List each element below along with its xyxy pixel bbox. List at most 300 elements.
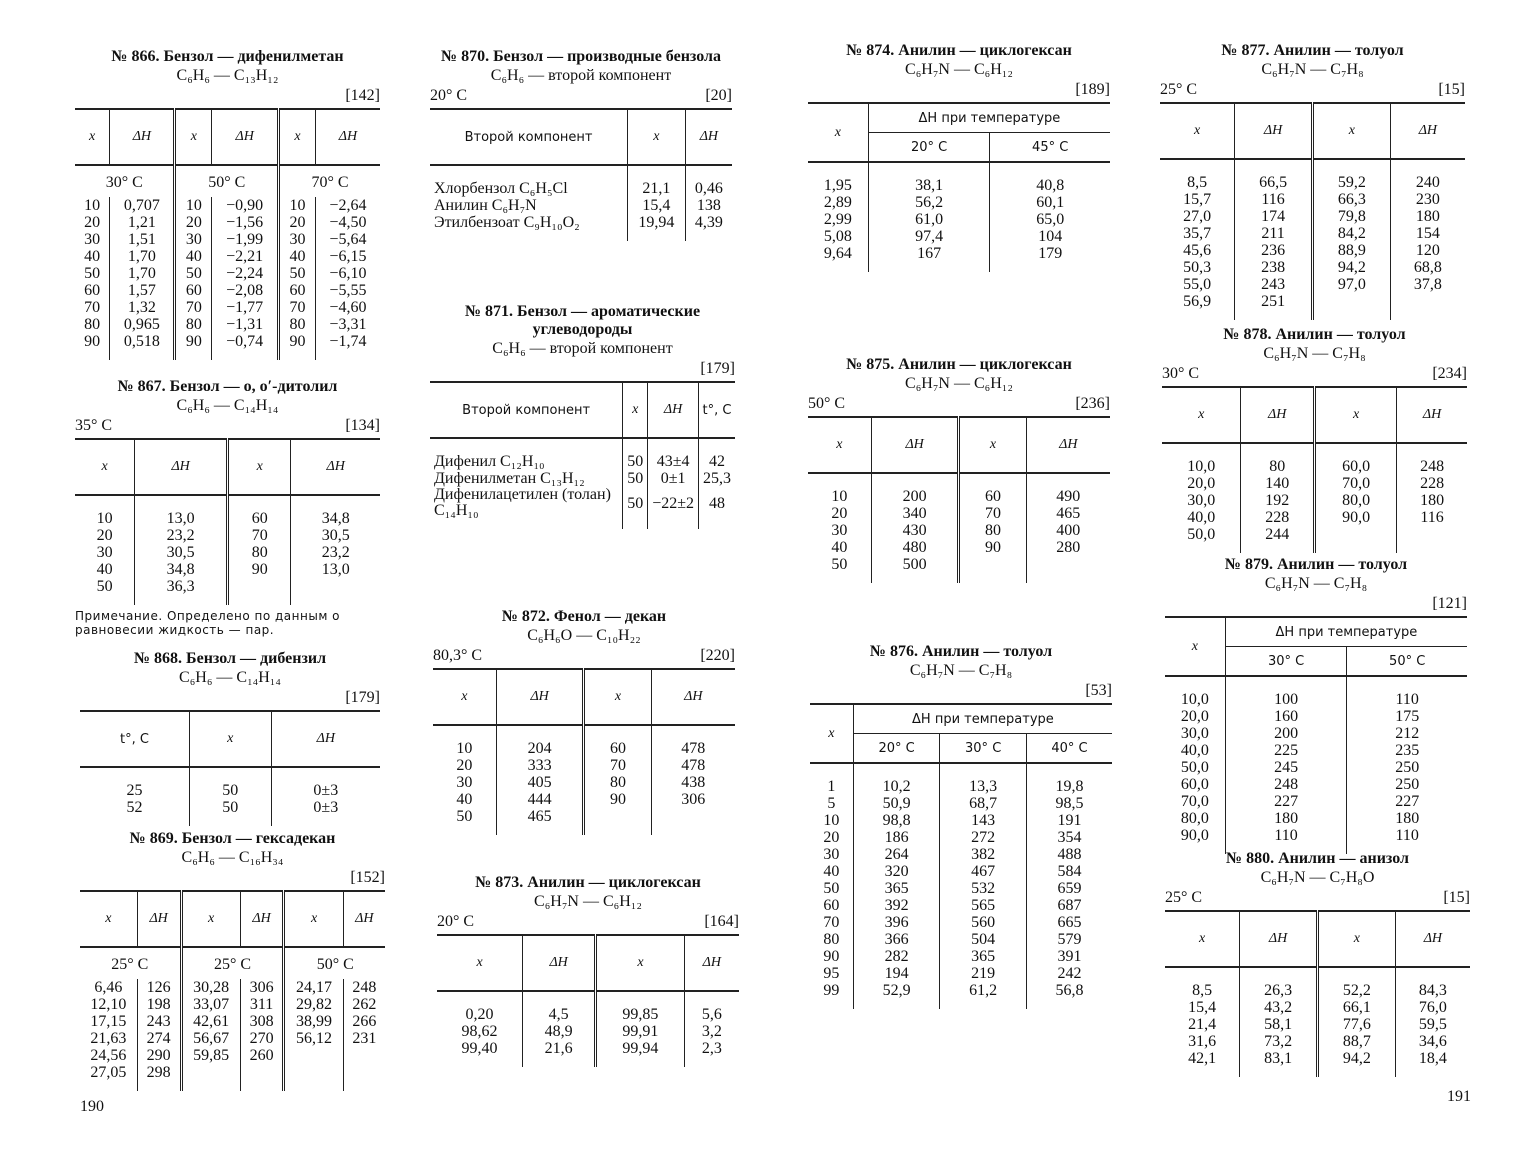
table-cell: 154 bbox=[1415, 225, 1440, 242]
table-cell: 175 bbox=[1395, 708, 1420, 725]
table-cell: 40 bbox=[279, 248, 316, 265]
table-cell: 60 bbox=[279, 282, 316, 299]
table-cell: 392 bbox=[853, 897, 940, 914]
table-cell: 10 bbox=[810, 812, 853, 829]
table-row bbox=[430, 470, 735, 487]
data-table bbox=[80, 710, 380, 826]
table-cell: 228 bbox=[1241, 509, 1315, 526]
table-cell: 56,2 bbox=[868, 194, 990, 211]
reference: [20] bbox=[705, 87, 732, 104]
table-cell: 365 bbox=[940, 948, 1027, 965]
table-row bbox=[437, 1023, 739, 1040]
table-cell: 15,7 bbox=[1160, 191, 1235, 208]
table-cell: 70 bbox=[959, 505, 1026, 522]
table-row bbox=[80, 1064, 385, 1091]
table-cell: 12,10 bbox=[80, 996, 137, 1013]
table-cell: 10 bbox=[279, 197, 316, 214]
table-cell: 194 bbox=[853, 965, 940, 982]
table-cell: 382 bbox=[940, 846, 1027, 863]
column-header: ΔH bbox=[1422, 407, 1442, 422]
table-cell: 58,1 bbox=[1240, 1016, 1318, 1033]
column-header: x bbox=[1162, 387, 1241, 443]
table-cell: 70,0 bbox=[1314, 475, 1396, 492]
table-cell: 60 bbox=[227, 495, 290, 527]
chemical-formula: C₆H₇N — C₇H₈ bbox=[909, 662, 1013, 679]
table-cell: 20 bbox=[75, 214, 110, 231]
reference: [53] bbox=[1085, 682, 1112, 699]
table-row bbox=[810, 795, 1112, 812]
table-cell: −2,64 bbox=[329, 197, 367, 214]
table-row bbox=[1165, 999, 1470, 1016]
table-cell: −5,55 bbox=[329, 282, 367, 299]
table-cell: 20 bbox=[433, 757, 496, 774]
column-header: x bbox=[437, 935, 523, 991]
table-cell: 30,28 bbox=[181, 979, 240, 996]
column-header: ΔH bbox=[1235, 103, 1313, 159]
table-cell: 97,0 bbox=[1312, 276, 1390, 293]
table-cell: 34,8 bbox=[135, 561, 228, 578]
table-cell: 40 bbox=[433, 791, 496, 808]
table-row bbox=[808, 556, 1110, 583]
group-temperature: 30° C bbox=[75, 165, 175, 197]
table-title: № 869. Бензол — гексадекан bbox=[129, 830, 336, 847]
table-cell: 60 bbox=[75, 282, 110, 299]
table-cell: 40,0 bbox=[1162, 509, 1241, 526]
table-cell: 21,6 bbox=[523, 1040, 596, 1067]
table-cell: 8,5 bbox=[1165, 967, 1240, 999]
column-header: ΔH bbox=[326, 459, 345, 474]
table-cell: 35,7 bbox=[1160, 225, 1235, 242]
data-table bbox=[1160, 102, 1465, 320]
table-cell: −1,56 bbox=[212, 214, 279, 231]
table-cell: 33,07 bbox=[181, 996, 240, 1013]
table-cell: 80,0 bbox=[1165, 810, 1225, 827]
table-row bbox=[1162, 475, 1467, 492]
column-header: x bbox=[1314, 387, 1396, 443]
table-cell: 52 bbox=[80, 799, 189, 826]
table-cell bbox=[284, 1064, 343, 1091]
table-row bbox=[810, 931, 1112, 948]
table-cell: 20 bbox=[808, 505, 871, 522]
column-header: x bbox=[1165, 911, 1240, 967]
table-row bbox=[810, 763, 1112, 795]
table-cell: 248 bbox=[1420, 458, 1445, 475]
span-header: ΔH при температуре bbox=[912, 711, 1054, 727]
table-cell: 43±4 bbox=[648, 438, 699, 470]
table-cell: 2,89 bbox=[808, 194, 868, 211]
table-cell: 430 bbox=[871, 522, 959, 539]
table-cell: 200 bbox=[1225, 725, 1347, 742]
table-cell: 18,4 bbox=[1418, 1050, 1447, 1067]
table-cell: 37,8 bbox=[1413, 276, 1442, 293]
column-header: x bbox=[808, 417, 871, 473]
table-row bbox=[75, 527, 380, 544]
data-table bbox=[80, 890, 385, 1091]
table-cell: 333 bbox=[496, 757, 584, 774]
table-row bbox=[1165, 1016, 1470, 1033]
table-876 bbox=[810, 643, 1112, 1009]
table-title: № 867. Бензол — o, o′-дитолил bbox=[117, 378, 338, 395]
table-cell: 34,8 bbox=[321, 510, 350, 527]
table-cell: 243 bbox=[137, 1013, 181, 1030]
table-cell: 200 bbox=[871, 473, 959, 505]
table-cell: 98,62 bbox=[437, 1023, 523, 1040]
table-cell: 180 bbox=[1225, 810, 1347, 827]
table-866 bbox=[75, 48, 380, 360]
table-cell: 26,3 bbox=[1240, 967, 1318, 999]
table-cell: 13,0 bbox=[321, 561, 350, 578]
table-cell: 24,56 bbox=[80, 1047, 137, 1064]
table-row bbox=[1160, 225, 1465, 242]
table-row bbox=[1162, 492, 1467, 509]
group-temperature: 25° C bbox=[80, 947, 181, 979]
table-cell: 30 bbox=[75, 231, 110, 248]
table-cell: 120 bbox=[1415, 242, 1440, 259]
table-cell: 25,3 bbox=[703, 470, 731, 487]
table-cell: 36,3 bbox=[135, 578, 228, 605]
table-cell: 60 bbox=[584, 725, 651, 757]
table-cell: 243 bbox=[1235, 276, 1313, 293]
table-cell: 2,3 bbox=[701, 1040, 722, 1057]
table-cell: 56,12 bbox=[284, 1030, 343, 1047]
table-cell: 20 bbox=[279, 214, 316, 231]
table-cell: 274 bbox=[137, 1030, 181, 1047]
table-cell: Этилбензоат C₉H₁₀O₂ bbox=[430, 214, 628, 241]
table-cell: 4,5 bbox=[523, 991, 596, 1023]
table-880 bbox=[1165, 850, 1470, 1077]
table-cell: 61,2 bbox=[940, 982, 1027, 1009]
column-header: x bbox=[284, 891, 343, 947]
table-cell: −22±2 bbox=[648, 487, 699, 529]
table-cell: 21,4 bbox=[1165, 1016, 1240, 1033]
table-cell: 80 bbox=[75, 316, 110, 333]
table-cell: 10 bbox=[808, 473, 871, 505]
table-cell bbox=[291, 578, 380, 605]
column-header: x bbox=[75, 109, 110, 165]
column-header: ΔH bbox=[1240, 911, 1318, 967]
table-cell: 212 bbox=[1395, 725, 1420, 742]
table-cell: 245 bbox=[1225, 759, 1347, 776]
table-cell: 99,94 bbox=[596, 1040, 684, 1067]
table-cell: 244 bbox=[1241, 526, 1315, 553]
column-header: t°, C bbox=[702, 402, 732, 418]
table-879 bbox=[1165, 556, 1467, 854]
table-cell: 467 bbox=[940, 863, 1027, 880]
table-cell: 211 bbox=[1235, 225, 1313, 242]
table-cell: 13,3 bbox=[940, 763, 1027, 795]
table-cell: 19,8 bbox=[1055, 778, 1084, 795]
group-temperature: 50° C bbox=[175, 165, 279, 197]
table-row bbox=[75, 495, 380, 527]
column-header: ΔH bbox=[212, 109, 279, 165]
table-row bbox=[1160, 159, 1465, 191]
column-header: ΔH bbox=[648, 382, 699, 438]
table-cell: 56,67 bbox=[181, 1030, 240, 1047]
table-cell: 31,6 bbox=[1165, 1033, 1240, 1050]
table-cell: 532 bbox=[940, 880, 1027, 897]
table-cell: 27,05 bbox=[80, 1064, 137, 1091]
table-cell: 478 bbox=[681, 757, 706, 774]
table-cell: 80 bbox=[175, 316, 212, 333]
group-temperature: 50° C bbox=[316, 956, 354, 973]
table-cell bbox=[1397, 526, 1467, 553]
table-cell: 504 bbox=[940, 931, 1027, 948]
table-cell: 80 bbox=[227, 544, 290, 561]
table-row bbox=[80, 996, 385, 1013]
table-row bbox=[433, 757, 735, 774]
chemical-formula: C₆H₇N — C₇H₈ bbox=[1264, 575, 1368, 592]
table-cell bbox=[1390, 293, 1465, 320]
column-header: ΔH bbox=[1241, 387, 1315, 443]
table-cell: 55,0 bbox=[1160, 276, 1235, 293]
table-cell: 1,70 bbox=[110, 265, 175, 282]
table-cell: 90 bbox=[810, 948, 853, 965]
table-cell: 584 bbox=[1057, 863, 1082, 880]
table-cell: 0,965 bbox=[110, 316, 175, 333]
table-cell: 0,20 bbox=[437, 991, 523, 1023]
chemical-formula: C₆H₇N — C₇H₈O bbox=[1260, 869, 1375, 886]
table-cell: 13,0 bbox=[135, 495, 228, 527]
table-cell: Хлорбензол C₆H₅Cl bbox=[430, 165, 628, 197]
table-cell: 20,0 bbox=[1162, 475, 1241, 492]
table-cell: 42 bbox=[709, 453, 725, 470]
table-row bbox=[1160, 242, 1465, 259]
table-cell: 110 bbox=[1395, 827, 1419, 844]
column-header: x bbox=[1317, 911, 1395, 967]
table-cell: 98,5 bbox=[1055, 795, 1084, 812]
table-cell: −1,77 bbox=[212, 299, 279, 316]
table-row bbox=[1160, 276, 1465, 293]
table-cell: 80 bbox=[1241, 443, 1315, 475]
column-header: ΔH bbox=[110, 109, 175, 165]
table-row bbox=[1165, 793, 1467, 810]
reference: [179] bbox=[345, 689, 380, 706]
table-cell: 180 bbox=[1415, 208, 1440, 225]
table-cell: 59,85 bbox=[181, 1047, 240, 1064]
column-header: 30° C bbox=[940, 734, 1027, 764]
table-row bbox=[80, 799, 380, 826]
table-cell: 235 bbox=[1395, 742, 1420, 759]
table-row bbox=[1165, 1033, 1470, 1050]
table-cell: 84,2 bbox=[1312, 225, 1390, 242]
table-row bbox=[75, 316, 380, 333]
reference: [121] bbox=[1432, 595, 1467, 612]
chemical-formula: C₆H₆O — C₁₀H₂₂ bbox=[527, 627, 641, 644]
table-cell: 50,0 bbox=[1165, 759, 1225, 776]
table-cell: 20 bbox=[75, 527, 135, 544]
reference: [134] bbox=[345, 417, 380, 434]
reference: [189] bbox=[1075, 81, 1110, 98]
table-cell bbox=[240, 1064, 284, 1091]
table-cell: 2,99 bbox=[808, 211, 868, 228]
table-cell bbox=[584, 808, 651, 835]
table-cell: −2,24 bbox=[212, 265, 279, 282]
span-header: ΔH при температуре bbox=[1275, 624, 1418, 640]
table-874 bbox=[808, 42, 1110, 272]
table-cell: 79,8 bbox=[1312, 208, 1390, 225]
table-cell: −3,31 bbox=[329, 316, 367, 333]
table-cell: 30 bbox=[75, 544, 135, 561]
table-cell: 30 bbox=[175, 231, 212, 248]
group-temperature: 25° C bbox=[181, 947, 284, 979]
column-header: x bbox=[596, 935, 684, 991]
table-cell: 298 bbox=[137, 1064, 181, 1091]
table-cell bbox=[1312, 293, 1390, 320]
column-header: x bbox=[1165, 617, 1225, 676]
table-cell: 70 bbox=[227, 527, 290, 544]
table-cell: 80 bbox=[584, 774, 651, 791]
table-cell: 94,2 bbox=[1312, 259, 1390, 276]
column-header: ΔH bbox=[137, 891, 181, 947]
chemical-formula: C₆H₆ — C₁₄H₁₄ bbox=[179, 669, 281, 686]
table-cell: 42,1 bbox=[1165, 1050, 1240, 1077]
table-cell: 10 bbox=[175, 197, 212, 214]
table-cell: 40 bbox=[808, 539, 871, 556]
table-row bbox=[810, 982, 1112, 1009]
table-cell: 3,2 bbox=[701, 1023, 722, 1040]
table-title: № 878. Анилин — толуол bbox=[1223, 326, 1406, 343]
table-cell: 20 bbox=[810, 829, 853, 846]
table-cell: 56,8 bbox=[1055, 982, 1084, 999]
table-row bbox=[1162, 443, 1467, 475]
column-header: x bbox=[810, 704, 853, 763]
table-cell: 15,4 bbox=[1165, 999, 1240, 1016]
table-cell: −1,99 bbox=[212, 231, 279, 248]
table-cell: 500 bbox=[871, 556, 959, 583]
table-cell: 1,21 bbox=[110, 214, 175, 231]
table-cell: 116 bbox=[1235, 191, 1313, 208]
column-header: x bbox=[227, 439, 290, 495]
table-cell: 248 bbox=[1225, 776, 1347, 793]
chemical-formula: C₆H₆ — C₁₄H₁₄ bbox=[176, 397, 279, 414]
table-row bbox=[1162, 509, 1467, 526]
table-row bbox=[808, 473, 1110, 505]
table-cell: 76,0 bbox=[1418, 999, 1447, 1016]
table-cell: 228 bbox=[1420, 475, 1445, 492]
table-row bbox=[808, 522, 1110, 539]
table-cell: 260 bbox=[240, 1047, 284, 1064]
table-cell: Дифенилметан C₁₃H₁₂ bbox=[430, 470, 623, 487]
table-row bbox=[75, 333, 380, 360]
column-header: ΔH bbox=[871, 417, 959, 473]
table-cell: 65,0 bbox=[1036, 211, 1065, 228]
table-cell: 248 bbox=[352, 979, 377, 996]
table-cell: 80,0 bbox=[1314, 492, 1396, 509]
table-cell: 179 bbox=[1038, 245, 1063, 262]
table-cell: 50 bbox=[433, 808, 496, 835]
table-cell: 90 bbox=[175, 333, 212, 360]
table-cell: 186 bbox=[853, 829, 940, 846]
column-header: t°, C bbox=[80, 711, 189, 767]
table-cell: 1,70 bbox=[110, 248, 175, 265]
table-row bbox=[75, 248, 380, 265]
table-873 bbox=[437, 874, 739, 1067]
data-table bbox=[1165, 616, 1467, 854]
table-cell: 80 bbox=[279, 316, 316, 333]
table-cell: 110 bbox=[1225, 827, 1347, 854]
table-cell: −2,21 bbox=[212, 248, 279, 265]
chemical-formula: C₆H₆ — второй компонент bbox=[490, 67, 672, 84]
table-row bbox=[430, 197, 732, 214]
table-row bbox=[430, 165, 732, 197]
data-table bbox=[430, 108, 732, 241]
table-cell: 10 bbox=[75, 495, 135, 527]
table-cell: 311 bbox=[240, 996, 284, 1013]
table-cell: 30,0 bbox=[1162, 492, 1241, 509]
table-row bbox=[810, 914, 1112, 931]
table-cell: 40 bbox=[75, 561, 135, 578]
table-cell: 30,5 bbox=[135, 544, 228, 561]
table-row bbox=[808, 194, 1110, 211]
table-cell: 48,9 bbox=[523, 1023, 596, 1040]
reference: [236] bbox=[1075, 395, 1110, 412]
table-cell: 465 bbox=[496, 808, 584, 835]
table-cell: 1,32 bbox=[110, 299, 175, 316]
table-cell: 50 bbox=[189, 767, 271, 799]
table-cell: 192 bbox=[1241, 492, 1315, 509]
table-cell: 59,2 bbox=[1312, 159, 1390, 191]
table-cell: 180 bbox=[1420, 492, 1445, 509]
table-row bbox=[810, 846, 1112, 863]
table-cell: 43,2 bbox=[1240, 999, 1318, 1016]
table-cell: 444 bbox=[496, 791, 584, 808]
table-cell: 270 bbox=[240, 1030, 284, 1047]
table-cell: 45,6 bbox=[1160, 242, 1235, 259]
table-row bbox=[808, 245, 1110, 272]
table-row bbox=[1165, 742, 1467, 759]
table-cell: 20,0 bbox=[1165, 708, 1225, 725]
table-title: № 874. Анилин — циклогексан bbox=[846, 42, 1072, 59]
table-cell: 10 bbox=[433, 725, 496, 757]
table-cell: 0±1 bbox=[648, 470, 699, 487]
table-cell: 10 bbox=[75, 197, 110, 214]
data-table bbox=[808, 102, 1110, 272]
table-row bbox=[75, 561, 380, 578]
table-cell: −0,90 bbox=[212, 197, 279, 214]
table-cell: 204 bbox=[496, 725, 584, 757]
table-row bbox=[1165, 776, 1467, 793]
chemical-formula: C₆H₇N — C₆H₁₂ bbox=[905, 61, 1013, 78]
table-row bbox=[433, 791, 735, 808]
table-cell: 38,1 bbox=[868, 162, 990, 194]
table-cell: 110 bbox=[1395, 691, 1419, 708]
table-cell: 40 bbox=[75, 248, 110, 265]
table-cell: 90 bbox=[959, 539, 1026, 556]
table-cell: −6,10 bbox=[329, 265, 367, 282]
table-title: № 872. Фенол — декан bbox=[501, 608, 667, 625]
table-row bbox=[1165, 967, 1470, 999]
table-cell: 99,40 bbox=[437, 1040, 523, 1067]
chemical-formula: C₆H₇N — C₆H₁₂ bbox=[905, 375, 1013, 392]
table-cell: 77,6 bbox=[1317, 1016, 1395, 1033]
table-cell: 21,1 bbox=[628, 165, 686, 197]
table-cell: 97,4 bbox=[868, 228, 990, 245]
table-row bbox=[75, 544, 380, 561]
column-header: x bbox=[959, 417, 1026, 473]
table-cell: −1,74 bbox=[329, 333, 367, 350]
column-header: ΔH bbox=[1059, 437, 1078, 452]
table-cell: 40 bbox=[810, 863, 853, 880]
table-cell: 30 bbox=[808, 522, 871, 539]
table-cell: 70 bbox=[584, 757, 651, 774]
table-cell: 70,0 bbox=[1165, 793, 1225, 810]
table-cell: 50 bbox=[810, 880, 853, 897]
table-875 bbox=[808, 356, 1110, 583]
table-cell: 306 bbox=[240, 979, 284, 996]
table-cell: 68,7 bbox=[940, 795, 1027, 812]
column-header: ΔH bbox=[1423, 931, 1443, 946]
table-title: № 866. Бензол — дифенилметан bbox=[111, 48, 344, 65]
